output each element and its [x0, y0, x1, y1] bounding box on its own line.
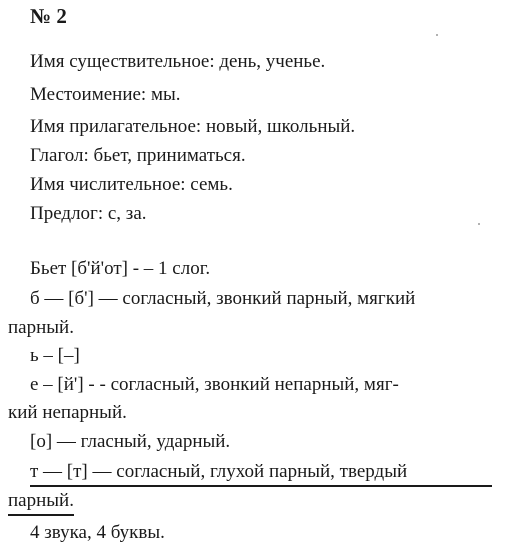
pronoun-line: Местоимение: мы.	[30, 84, 181, 105]
phonetic-header: Бьет [б'й'от] - – 1 слог.	[30, 258, 211, 279]
sound-t-line-2: парный.	[8, 489, 74, 516]
sound-t-line-1: т — [т] — согласный, глухой парный, твердый	[30, 460, 492, 487]
soft-sign-line: ь – [–]	[30, 345, 80, 366]
sound-b-line-2: парный.	[8, 317, 74, 338]
exercise-number: № 2	[30, 4, 67, 28]
sound-o-line: [о] — гласный, ударный.	[30, 431, 231, 452]
sound-e-line-1: е – [й'] - - согласный, звонкий непарный, мяг-	[30, 374, 399, 395]
scan-speck	[478, 223, 480, 225]
adjective-line: Имя прилагательное: новый, школьный.	[30, 116, 356, 137]
sound-b-line-1: б — [б'] — согласный, звонкий парный, мягкий	[30, 288, 416, 309]
noun-line: Имя существительноe: день, ученье.	[30, 51, 326, 72]
scan-speck	[436, 34, 438, 36]
preposition-line: Предлог: с, за.	[30, 203, 147, 224]
verb-line: Глагол: бьет, приниматься.	[30, 145, 246, 166]
numeral-line: Имя числительное: семь.	[30, 174, 233, 195]
summary-line: 4 звука, 4 буквы.	[30, 522, 165, 543]
sound-e-line-2: кий непарный.	[8, 402, 127, 423]
